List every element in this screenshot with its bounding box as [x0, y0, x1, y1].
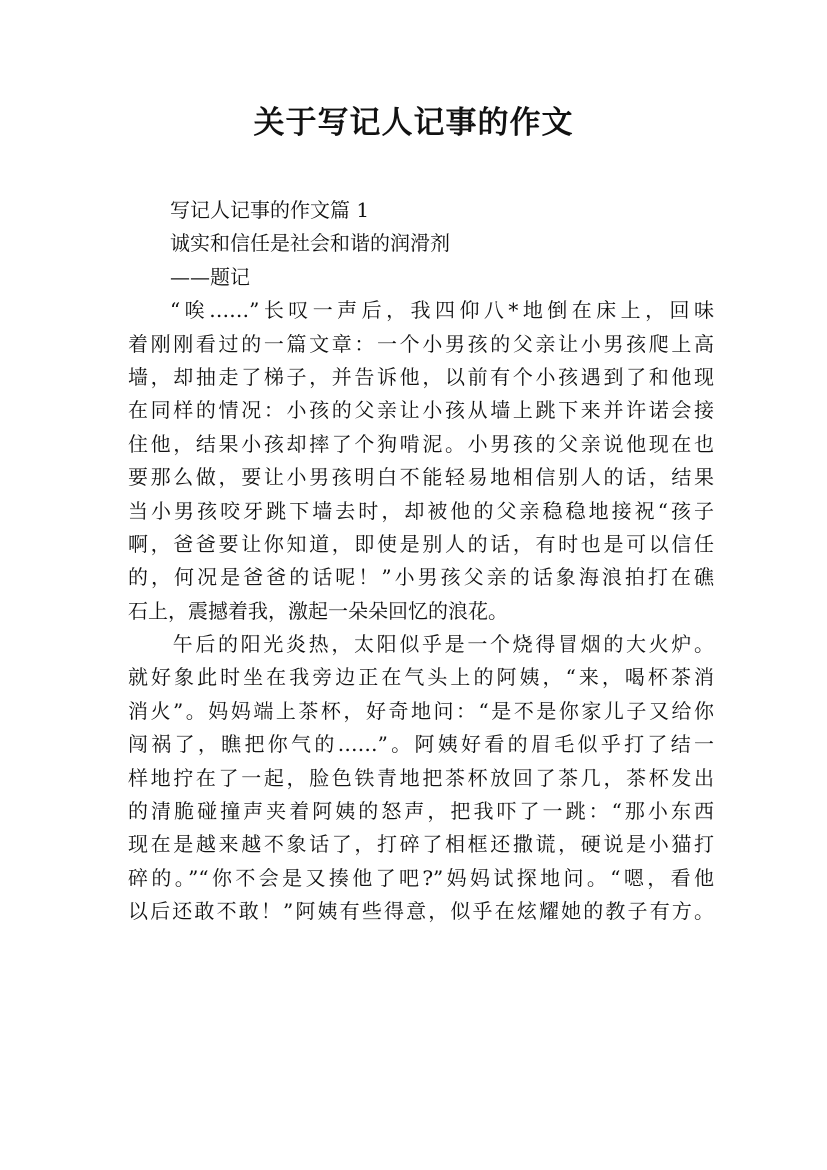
- document-body: [128, 194, 714, 929]
- paragraph-2-line: 消火”。妈妈端上茶杯，好奇地问：“是不是你家儿子又给你: [128, 698, 714, 723]
- paragraph-1-line: 在同样的情况：小孩的父亲让小孩从墙上跳下来并许诺会接: [128, 398, 714, 423]
- paragraph-1-line: 的，何况是爸爸的话呢！”小男孩父亲的话象海浪拍打在礁: [128, 565, 714, 590]
- paragraph-2-line: [128, 628, 714, 661]
- paragraph-1-line: 要那么做，要让小男孩明白不能轻易地相信别人的话，结果: [128, 465, 714, 490]
- paragraph-2-line: 的清脆碰撞声夹着阿姨的怒声，把我吓了一跳：“那小东西: [128, 799, 714, 824]
- motto: [128, 227, 714, 260]
- document-title: 关于写记人记事的作文: [253, 105, 574, 141]
- paragraph-1-line: [128, 294, 714, 327]
- paragraph-1-line: 石上，震撼着我，激起一朵朵回忆的浪花。: [128, 598, 508, 623]
- paragraph-2-line: 样地拧在了一起，脸色铁青地把茶杯放回了茶几，茶杯发出: [128, 765, 714, 790]
- paragraph-1-line: 当小男孩咬牙跳下墙去时，却被他的父亲稳稳地接祝“孩子: [128, 498, 714, 523]
- paragraph-2-line: 就好象此时坐在我旁边正在气头上的阿姨，“来，喝杯茶消: [128, 665, 714, 690]
- paragraph-1-line: 啊，爸爸要让你知道，即使是别人的话，有时也是可以信任: [128, 531, 714, 556]
- paragraph-2-line: 现在是越来越不象话了，打碎了相框还撒谎，硬说是小猫打: [128, 832, 714, 857]
- subheading: [128, 194, 714, 227]
- paragraph-1-line: 着刚刚看过的一篇文章：一个小男孩的父亲让小男孩爬上高: [128, 331, 714, 356]
- paragraph-2-line: 碎的。”“你不会是又揍他了吧?”妈妈试探地问。“嗯，看他: [128, 865, 714, 890]
- paragraph-2-text: 午后的阳光炎热，太阳似乎是一个烧得冒烟的大火炉。: [170, 632, 714, 657]
- motto-text: 诚实和信任是社会和谐的润滑剂: [170, 231, 450, 256]
- paragraph-1-line: 住他，结果小孩却摔了个狗啃泥。小男孩的父亲说他现在也: [128, 431, 714, 456]
- paragraph-1-text: “唉……”长叹一声后，我四仰八*地倒在床上，回味: [170, 298, 714, 323]
- subheading-text: 写记人记事的作文篇 1: [170, 198, 370, 222]
- motto-attribution: [128, 261, 714, 294]
- paragraph-2-line: 闯祸了，瞧把你气的……”。阿姨好看的眉毛似乎打了结一: [128, 732, 714, 757]
- motto-attribution-text: ——题记: [170, 264, 250, 289]
- paragraph-2-line: 以后还敢不敢！”阿姨有些得意，似乎在炫耀她的教子有方。: [128, 899, 714, 924]
- paragraph-1-line: 墙，却抽走了梯子，并告诉他，以前有个小孩遇到了和他现: [128, 364, 714, 389]
